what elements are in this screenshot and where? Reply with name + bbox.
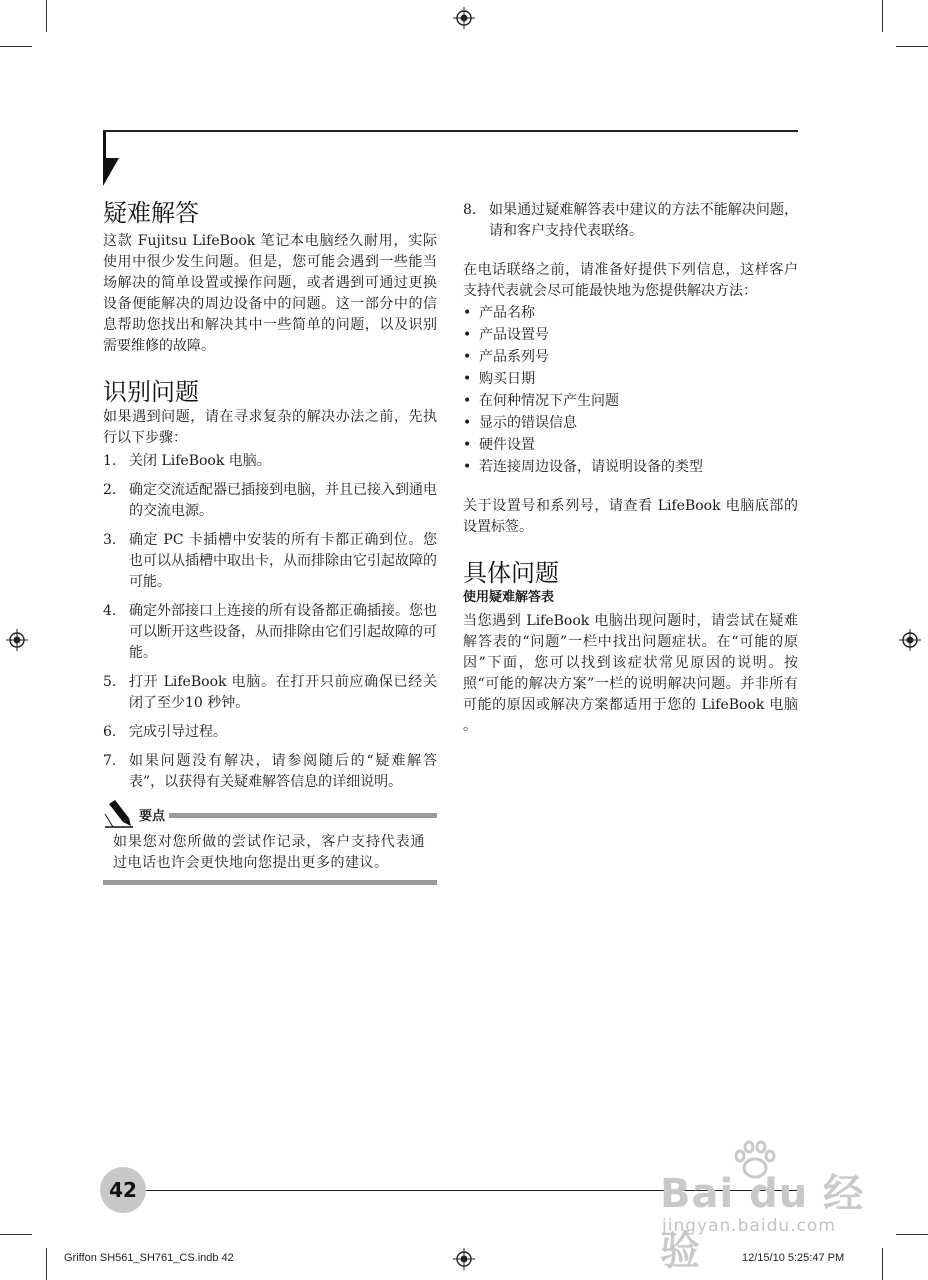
specific-body: 当您遇到 LifeBook 电脑出现问题时，请尝试在疑难解答表的“问题”一栏中找出问题症状。在“可能的原因”下面，您可以找到该症状常见原因的说明。按照“可能的解决方案”一栏的说明解决问题。并非所有可能的原因或解决方案都适用于您的 LifeBook 电脑 。: [463, 613, 798, 734]
crop-mark: [896, 1234, 928, 1235]
note-top-bar: [169, 813, 437, 818]
steps-list-continued: [463, 200, 798, 242]
list-item: • 硬件设置: [463, 437, 535, 453]
registration-mark-icon: [453, 7, 475, 29]
note-box: [103, 800, 437, 885]
list-item: • 若连接周边设备，请说明设备的类型: [463, 459, 703, 475]
list-item: • 显示的错误信息: [463, 415, 577, 431]
list-item: • 购买日期: [463, 371, 535, 387]
registration-mark-icon: [899, 629, 921, 651]
section-title-identify: 识别问题: [103, 378, 199, 406]
list-item: • 产品设置号: [463, 327, 549, 343]
note-header: [103, 800, 437, 828]
registration-mark-icon: [453, 1248, 475, 1270]
subsection-title: 使用疑难解答表: [463, 590, 555, 605]
steps-list: [103, 451, 437, 793]
identify-intro: 如果遇到问题，请在寻求复杂的解决办法之前，先执行以下步骤：: [103, 409, 437, 446]
troubleshooting-intro: 这款 Fujitsu LifeBook 笔记本电脑经久耐用，实际使用中很少发生问题。但是，您可能会遇到一些能当场解决的简单设置或操作问题，或者遇到可通过更换设备便能解决的周边设备中的问题。这一部分中的信息帮助您找出和解决其中一些简单的问题，以及识别需要维修的故障。: [103, 233, 437, 354]
header-corner-wedge: [103, 132, 119, 186]
slug-filename: Griffon SH561_SH761_CS.indb 42: [64, 1252, 234, 1264]
list-item: 4. 确定外部接口上连接的所有设备都正确插接。您也可以断开这些设备，从而排除由它们引起故障的可能。: [103, 603, 437, 661]
pencil-icon: [103, 800, 135, 828]
list-item: 8. 如果通过疑难解答表中建议的方法不能解决问题，请和客户支持代表联络。: [463, 202, 798, 239]
header-rule: [103, 130, 798, 132]
contact-outro: 关于设置号和系列号，请查看 LifeBook 电脑底部的设置标签。: [463, 498, 798, 535]
crop-mark: [882, 0, 883, 32]
right-column: [463, 200, 798, 737]
section-title-troubleshooting: 疑难解答: [103, 199, 199, 227]
page-number: 42: [100, 1167, 146, 1213]
list-item: • 产品名称: [463, 305, 535, 321]
registration-mark-icon: [6, 629, 28, 651]
list-item: 1. 关闭 LifeBook 电脑。: [103, 453, 271, 469]
note-text: 如果您对您所做的尝试作记录，客户支持代表通过电话也许会更快地向您提出更多的建议。: [113, 834, 425, 871]
list-item: 2. 确定交流适配器已插接到电脑，并且已接入到通电的交流电源。: [103, 482, 437, 519]
list-item: • 产品系列号: [463, 349, 549, 365]
watermark-brand: Bai du 经验: [660, 1171, 865, 1274]
contact-intro: 在电话联络之前，请准备好提供下列信息，这样客户支持代表就会尽可能最快地为您提供解决方法：: [463, 262, 798, 299]
list-item: • 在何种情况下产生问题: [463, 393, 619, 409]
note-label: 要点: [139, 808, 166, 824]
crop-mark: [0, 1234, 32, 1235]
contact-info-list: [463, 302, 798, 478]
crop-mark: [896, 46, 928, 47]
watermark-url: jingyan.baidu.com: [662, 1216, 836, 1236]
list-item: 7. 如果问题没有解决，请参阅随后的“疑难解答表”，以获得有关疑难解答信息的详细说明。: [103, 753, 437, 790]
list-item: 3. 确定 PC 卡插槽中安装的所有卡都正确到位。您也可以从插槽中取出卡，从而排除由它引起故障的可能。: [103, 532, 437, 590]
slug-timestamp: 12/15/10 5:25:47 PM: [742, 1252, 845, 1264]
list-item: 5. 打开 LifeBook 电脑。在打开只前应确保已经关闭了至少10 秒钟。: [103, 674, 437, 711]
crop-mark: [882, 1248, 883, 1280]
section-title-specific: 具体问题: [463, 559, 559, 587]
crop-mark: [46, 1248, 47, 1280]
note-bottom-bar: [103, 880, 437, 885]
list-item: 6. 完成引导过程。: [103, 724, 227, 740]
crop-mark: [0, 46, 32, 47]
left-column: [103, 198, 437, 801]
crop-mark: [46, 0, 47, 32]
